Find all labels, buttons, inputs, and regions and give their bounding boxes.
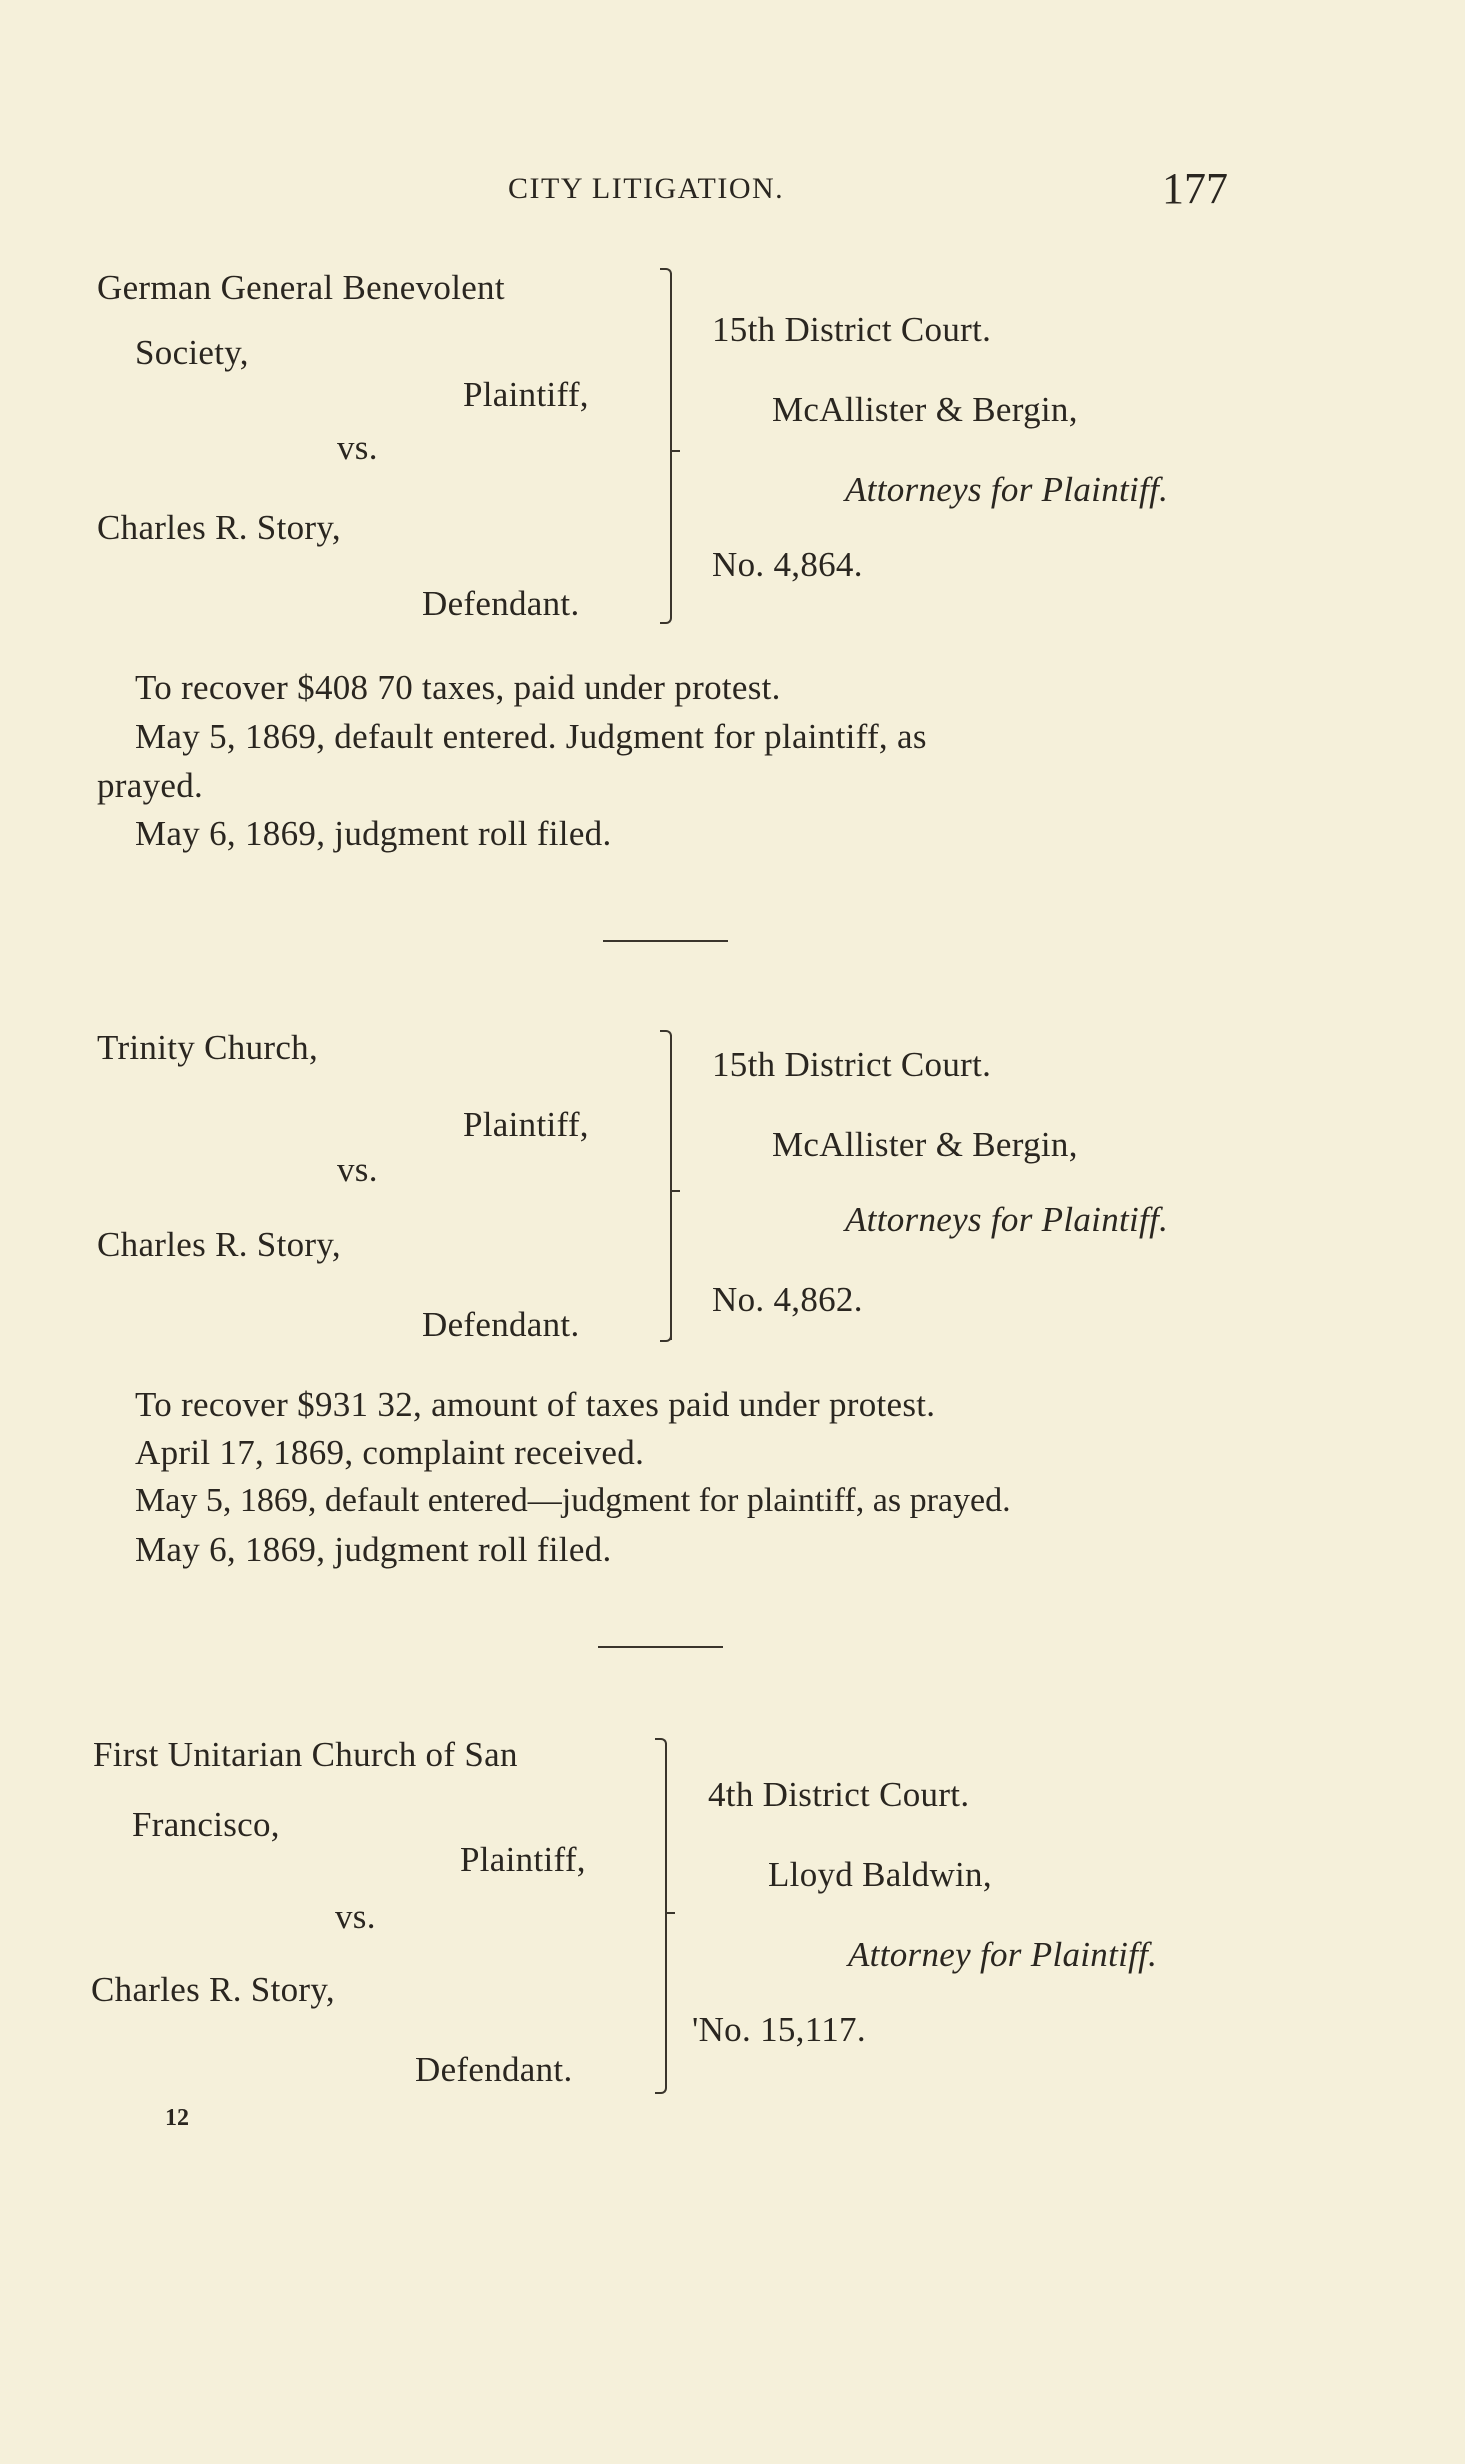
note-line: May 6, 1869, judgment roll filed. [135,814,612,853]
defendant-role: Defendant. [422,1305,580,1344]
court-name: 15th District Court. [712,310,992,349]
brace [655,1752,667,2082]
attorneys: McAllister & Bergin, [772,390,1078,429]
court-name: 15th District Court. [712,1045,992,1084]
brace [660,1044,672,1340]
attorneys: McAllister & Bergin, [772,1125,1078,1164]
plaintiff-name-line2: Francisco, [132,1805,280,1844]
defendant-name: Charles R. Story, [97,1225,341,1264]
brace [665,1912,675,1914]
plaintiff-name-line1: Trinity Church, [97,1028,319,1067]
brace [660,282,672,612]
note-line: To recover $408 70 taxes, paid under protest. [135,668,781,707]
plaintiff-name-line1: German General Benevolent [97,268,505,307]
defendant-name: Charles R. Story, [97,508,341,547]
versus: vs. [337,1150,378,1189]
running-head: CITY LITIGATION. [508,172,785,205]
section-divider [598,1646,723,1648]
defendant-name: Charles R. Story, [91,1970,335,2009]
attorneys-for: Attorney for Plaintiff. [848,1935,1158,1974]
plaintiff-role: Plaintiff, [463,1105,589,1144]
note-line: prayed. [97,766,204,805]
versus: vs. [337,428,378,467]
brace [660,608,672,624]
attorneys: Lloyd Baldwin, [768,1855,992,1894]
case-number: 'No. 15,117. [692,2010,866,2049]
note-line: To recover $931 32, amount of taxes paid under protest. [135,1385,936,1424]
versus: vs. [335,1897,376,1936]
brace [655,2078,667,2094]
attorneys-for: Attorneys for Plaintiff. [845,470,1169,509]
note-line: May 6, 1869, judgment roll filed. [135,1530,612,1569]
plaintiff-role: Plaintiff, [460,1840,586,1879]
plaintiff-name-line1: First Unitarian Church of San [93,1735,518,1774]
note-line: May 5, 1869, default entered. Judgment for plaintiff, as [135,717,927,756]
section-divider [603,940,728,942]
brace [670,450,680,452]
attorneys-for: Attorneys for Plaintiff. [845,1200,1169,1239]
plaintiff-name-line2: Society, [135,333,249,372]
defendant-role: Defendant. [422,584,580,623]
brace [660,1326,672,1342]
note-line: April 17, 1869, complaint received. [135,1433,645,1472]
brace [670,1190,680,1192]
plaintiff-role: Plaintiff, [463,375,589,414]
case-number: No. 4,864. [712,545,863,584]
note-line: May 5, 1869, default entered—judgment for plaintiff, as prayed. [135,1482,1011,1519]
court-name: 4th District Court. [708,1775,970,1814]
defendant-role: Defendant. [415,2050,573,2089]
signature-mark: 12 [165,2105,189,2131]
page-number: 177 [1162,164,1228,213]
case-number: No. 4,862. [712,1280,863,1319]
